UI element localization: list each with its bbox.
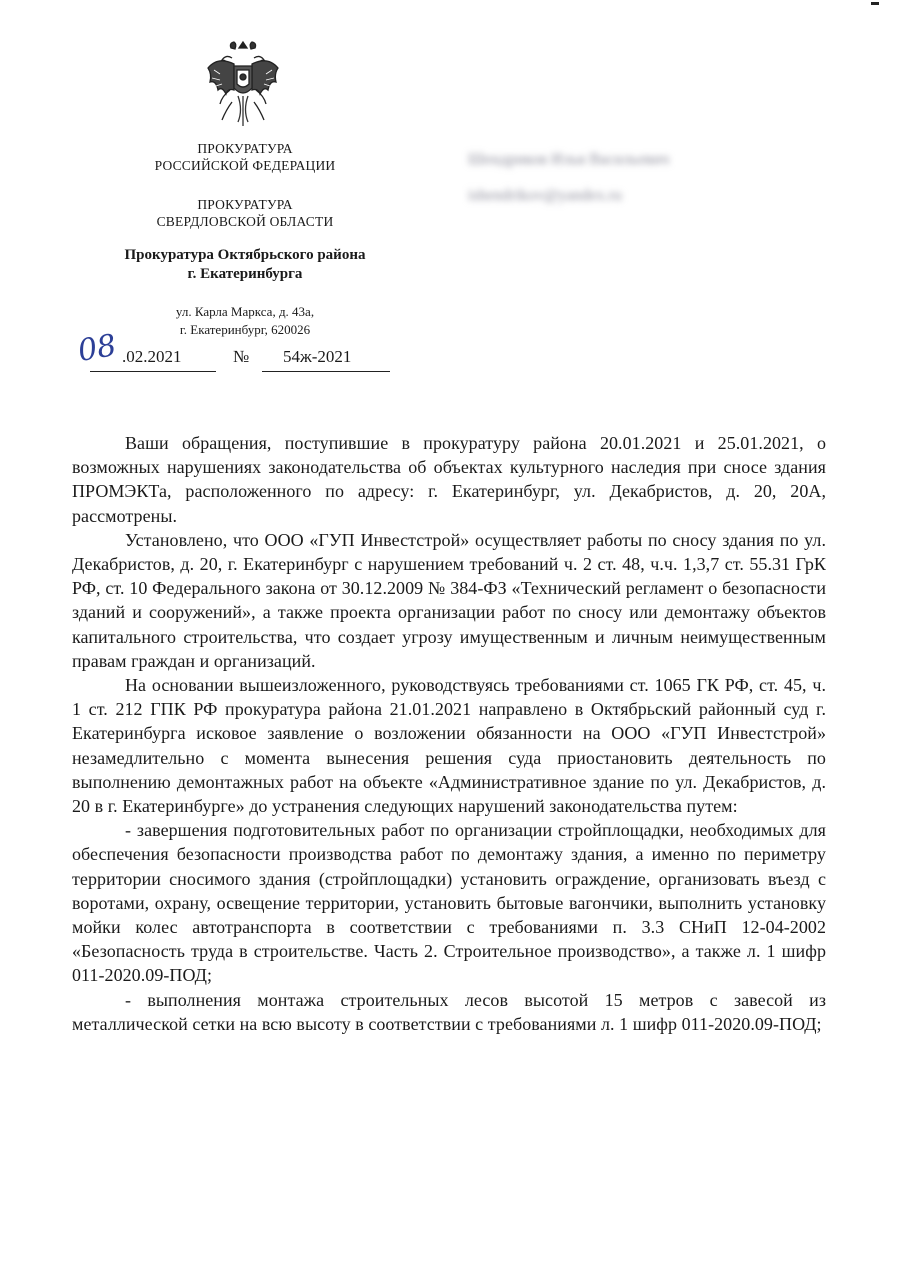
number-sign: № xyxy=(233,347,250,366)
document-number: 54ж-2021 xyxy=(283,347,352,366)
office-address xyxy=(100,303,390,339)
paragraph: Установлено, что ООО «ГУП Инвестстрой» осуществляет работы по сносу здания по ул. Декабристов, д. 20, г. Екатеринбург с нарушением требований ч. 2 ст. 48, ч.ч. 1,3,7 ст. 55.31 ГрК РФ, ст. 10 Федерального закона от 30.12.2009 № 384-ФЗ «Технический регламент о безопасности зданий и сооружений», а также проекта организации работ по сносу или демонтажу объектов капитального строительства, что создает угрозу имущественным и личным неимущественным правам граждан и организаций. xyxy=(72,529,826,671)
org-name-regional xyxy=(100,196,390,230)
letter-body xyxy=(72,431,826,1036)
addressee-block xyxy=(468,142,788,214)
address-line: ул. Карла Маркса, д. 43а, xyxy=(175,304,315,319)
paragraph: Ваши обращения, поступившие в прокуратуру района 20.01.2021 и 25.01.2021, о возможных нарушениях законодательства об объектах культурного наследия при сносе здания ПРОМЭКТа, расположенного по адресу: г. Екатеринбург, ул. Декабристов, д. 20, 20А, рассмотрены. xyxy=(72,433,826,526)
address-line: г. Екатеринбург, 620026 xyxy=(179,322,311,337)
scan-mark xyxy=(871,2,879,5)
number-underline xyxy=(262,371,390,372)
org-name-federal xyxy=(100,140,390,174)
paragraph: На основании вышеизложенного, руководствуясь требованиями ст. 1065 ГК РФ, ст. 45, ч. 1 ст. 212 ГПК РФ прокуратура района 21.01.2021 направлено в Октябрьский районный суд г. Екатеринбурга исковое заявление о возложении обязанности на ООО «ГУП Инвестстрой» незамедлительно с момента вынесения решения суда приостановить деятельность по выполнению демонтажных работ на объекте «Административное здание по ул. Декабристов, д. 20 в г. Екатеринбурге» до устранения следующих нарушений законодательства путем: xyxy=(72,675,826,817)
date-printed: .02.2021 xyxy=(122,347,182,366)
handwritten-day: 08 xyxy=(75,327,119,370)
office-line: Прокуратура Октябрьского района xyxy=(124,247,366,263)
coat-of-arms-icon xyxy=(204,40,282,130)
list-item: - завершения подготовительных работ по организации стройплощадки, необходимых для обеспечения безопасности производства работ по демонтажу здания, а именно по периметру территории сносимого здания (стройплощадки) установить ограждение, организовать въезд с воротами, охрану, освещение территории, установить бытовые вагончики, выполнить установку мойки колес автотранспорта в соответствии с требованиями п. 3.3 СНиП 12-04-2002 «Безопасность труда в строительстве. Часть 2. Строительное производство», а также л. 1 шифр 011-2020.09-ПОД; xyxy=(72,820,826,986)
addressee-name: Шендриков Илья Васильевич xyxy=(468,151,670,168)
org-line: ПРОКУРАТУРА xyxy=(197,197,293,212)
org-line: ПРОКУРАТУРА xyxy=(197,141,293,156)
org-line: РОССИЙСКОЙ ФЕДЕРАЦИИ xyxy=(154,158,336,173)
list-item: - выполнения монтажа строительных лесов высотой 15 метров с завесой из металлической сетки на всю высоту в соответствии с требованиями л. 1 шифр 011-2020.09-ПОД; xyxy=(72,989,826,1034)
date-underline xyxy=(90,371,216,372)
office-name xyxy=(100,246,390,284)
office-line: г. Екатеринбурга xyxy=(187,266,303,282)
addressee-email: ishendrikov@yandex.ru xyxy=(468,187,622,204)
org-line: СВЕРДЛОВСКОЙ ОБЛАСТИ xyxy=(156,214,334,229)
